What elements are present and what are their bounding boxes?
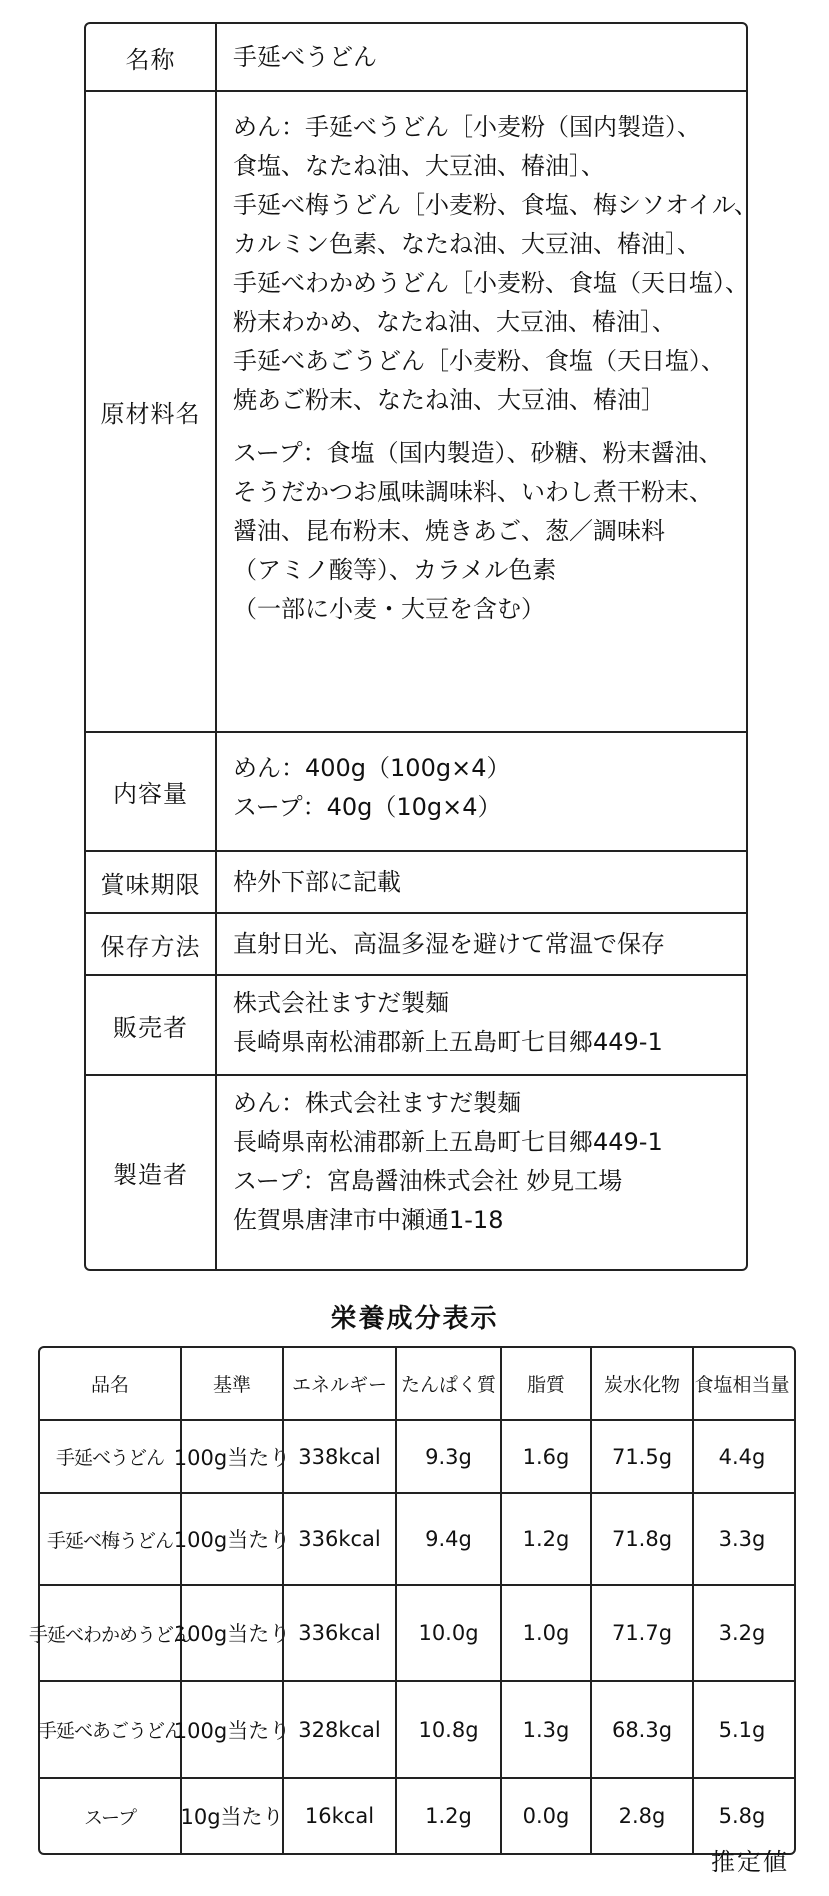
soup-ingredient-line: （一部に小麦・大豆を含む） [233, 595, 545, 623]
label-value-best-before: 枠外下部に記載 [233, 867, 401, 896]
table-cell: 3.2g [692, 1586, 790, 1680]
table-cell: 100g当たり [180, 1421, 282, 1492]
soup-ingredient-line: （アミノ酸等）、カラメル色素 [233, 556, 557, 584]
table-cell: スープ [83, 1806, 137, 1829]
header-cell: 基準 [180, 1348, 282, 1419]
table-row [40, 1419, 794, 1492]
table-cell: 100g当たり [180, 1586, 282, 1680]
table-row [29, 1584, 794, 1680]
seller-line: 長崎県南松浦郡新上五島町七目郷449-1 [233, 1028, 663, 1056]
table-cell: 10.0g [395, 1586, 500, 1680]
table-cell: 336kcal [282, 1494, 395, 1584]
table-cell: 10.8g [395, 1682, 500, 1777]
label-head-volume: 内容量 [86, 733, 217, 850]
ingredient-line: 粉末わかめ、なたね油、大豆油、椿油］、 [233, 308, 677, 336]
maker-line: めん：株式会社ますだ製麺 [233, 1089, 521, 1117]
table-cell: 2.8g [590, 1779, 692, 1853]
table-cell: 71.8g [590, 1494, 692, 1584]
table-cell: 100g当たり [180, 1682, 282, 1777]
table-cell: 9.4g [395, 1494, 500, 1584]
label-row-seller [86, 974, 746, 1074]
label-head-maker: 製造者 [86, 1076, 217, 1269]
label-head-name: 名称 [86, 24, 217, 90]
table-cell: 1.2g [500, 1494, 590, 1584]
table-cell: 1.3g [500, 1682, 590, 1777]
soup-ingredient-line: そうだかつお風味調味料、いわし煮干粉末、 [233, 478, 713, 506]
table-cell: 9.3g [395, 1421, 500, 1492]
maker-line: 佐賀県唐津市中瀬通1-18 [233, 1206, 504, 1234]
header-cell: 脂質 [500, 1348, 590, 1419]
ingredient-line: めん：手延べうどん［小麦粉（国内製造）、 [233, 113, 701, 141]
table-cell: 5.1g [692, 1682, 790, 1777]
label-value-volume [217, 733, 746, 850]
label-head-best-before: 賞味期限 [86, 852, 217, 912]
maker-line: 長崎県南松浦郡新上五島町七目郷449-1 [233, 1128, 663, 1156]
label-value-ingredients [217, 92, 768, 731]
label-value-maker [217, 1076, 746, 1269]
label-row-ingredients [86, 90, 758, 731]
label-value-name: 手延べうどん [233, 42, 377, 71]
maker-line: スープ：宮島醤油株式会社 妙見工場 [233, 1167, 623, 1195]
table-row [40, 1777, 794, 1853]
table-cell: 0.0g [500, 1779, 590, 1853]
label-row-best-before [86, 850, 746, 912]
table-cell: 5.8g [692, 1779, 790, 1853]
table-cell: 68.3g [590, 1682, 692, 1777]
table-cell: 手延べわかめうどん [29, 1623, 192, 1646]
soup-ingredient-line: 醤油、昆布粉末、焼きあご、葱／調味料 [233, 517, 665, 545]
table-cell: 10g当たり [180, 1779, 282, 1853]
nutrition-title: 栄養成分表示 [330, 1304, 499, 1334]
table-cell: 手延べ梅うどん [46, 1529, 173, 1552]
food-label-table [84, 22, 758, 1271]
table-cell: 4.4g [692, 1421, 790, 1492]
table-cell: 336kcal [282, 1586, 395, 1680]
table-cell: 338kcal [282, 1421, 395, 1492]
label-value-storage: 直射日光、高温多湿を避けて常温で保存 [233, 929, 665, 958]
table-cell: 手延べうどん [55, 1447, 164, 1469]
header-cell: エネルギー [282, 1348, 395, 1419]
table-cell: 71.7g [590, 1586, 692, 1680]
header-cell: 炭水化物 [590, 1348, 692, 1419]
label-row-name [86, 24, 746, 90]
table-row [40, 1492, 794, 1584]
table-cell: 手延べあごうどん [38, 1720, 183, 1742]
ingredient-line: 食塩、なたね油、大豆油、椿油］、 [233, 152, 605, 180]
nutrition-table [29, 1346, 796, 1855]
label-value-seller [217, 976, 746, 1074]
table-cell: 1.2g [395, 1779, 500, 1853]
nutrition-header-row [40, 1348, 794, 1419]
table-cell: 16kcal [282, 1779, 395, 1853]
label-head-ingredients: 原材料名 [86, 92, 217, 731]
ingredient-line: 焼あご粉末、なたね油、大豆油、椿油］ [233, 386, 665, 414]
table-row [40, 1680, 794, 1777]
ingredient-line: 手延べあごうどん［小麦粉、食塩（天日塩）、 [233, 347, 725, 375]
ingredient-line: カルミン色素、なたね油、大豆油、椿油］、 [233, 230, 701, 258]
label-row-maker [86, 1074, 746, 1269]
label-head-storage: 保存方法 [86, 914, 217, 974]
volume-line: めん：400g（100g×4） [233, 754, 511, 782]
table-cell: 1.6g [500, 1421, 590, 1492]
label-head-seller: 販売者 [86, 976, 217, 1074]
table-cell: 1.0g [500, 1586, 590, 1680]
table-cell: 100g当たり [180, 1494, 282, 1584]
soup-ingredient-line: スープ：食塩（国内製造）、砂糖、粉末醤油、 [233, 439, 723, 467]
paragraph-gap [233, 420, 758, 434]
label-row-volume [86, 731, 746, 850]
ingredient-line: 手延べわかめうどん［小麦粉、食塩（天日塩）、 [233, 269, 749, 297]
table-cell: 328kcal [282, 1682, 395, 1777]
seller-line: 株式会社ますだ製麺 [233, 989, 449, 1017]
estimate-footnote: 推定値 [711, 1848, 789, 1876]
ingredient-line: 手延べ梅うどん［小麦粉、食塩、梅シソオイル、 [233, 191, 758, 219]
volume-line: スープ：40g（10g×4） [233, 793, 502, 821]
label-row-storage [86, 912, 746, 974]
header-cell: 品名 [90, 1374, 129, 1396]
header-cell: たんぱく質 [395, 1348, 500, 1419]
table-cell: 3.3g [692, 1494, 790, 1584]
header-cell: 食塩相当量 [692, 1348, 790, 1419]
table-cell: 71.5g [590, 1421, 692, 1492]
